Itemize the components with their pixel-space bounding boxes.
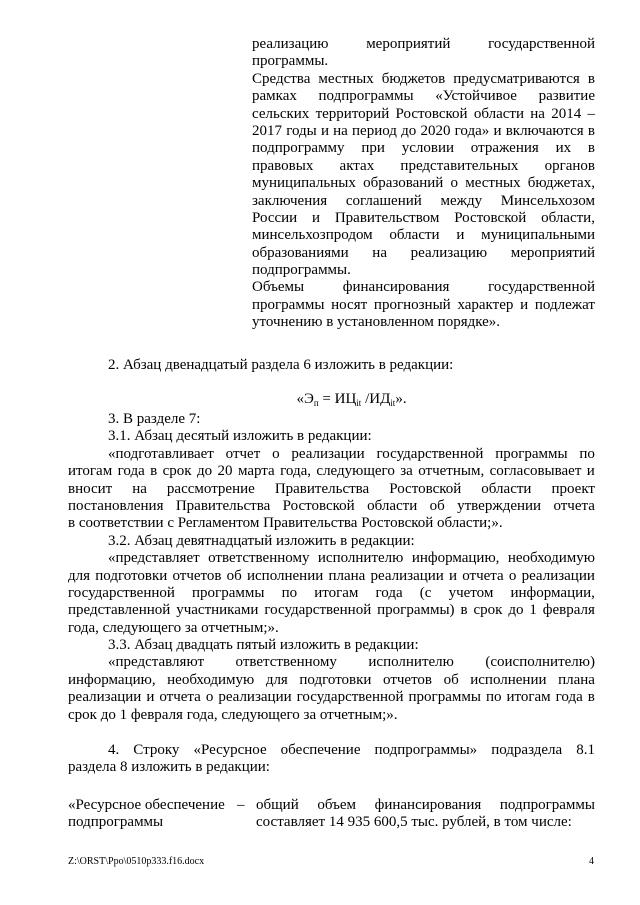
word: муниципальных (252, 175, 356, 192)
text-line: раздела 8 изложить в редакции: (68, 759, 270, 776)
text-line (68, 585, 595, 602)
word: характер (457, 296, 514, 313)
word: реализации (291, 445, 365, 462)
word: 20 (217, 463, 233, 480)
word: области (473, 105, 524, 122)
word: 2020 (420, 122, 451, 139)
word: года» (454, 122, 490, 139)
word: об (429, 497, 445, 514)
word: «подготавливает (108, 445, 214, 462)
text-line (252, 279, 595, 296)
word: заключения (252, 192, 328, 209)
word: о (450, 175, 459, 192)
word: исполнении (247, 567, 324, 584)
word: программы (408, 689, 481, 706)
word: государственной (68, 584, 175, 601)
amendment-item-2-heading: 2. Абзац двенадцатый раздела 6 изложить в редакции: (108, 357, 454, 373)
text-line (252, 158, 595, 175)
word: подпрограммы (318, 88, 414, 105)
word: 2017 (252, 122, 282, 139)
word: плана (328, 567, 366, 584)
amendment-subitem-3-2 (68, 533, 595, 637)
subitem-heading: 3.1. Абзац десятый изложить в редакции: (108, 428, 372, 445)
word: Объемы (252, 279, 305, 296)
word: рассмотрение (166, 480, 255, 497)
formula-part: ». (395, 391, 407, 407)
word: минсельхозпродом (252, 227, 373, 244)
word: развитие (538, 88, 595, 105)
word: об (226, 567, 242, 584)
word: представительных (400, 157, 519, 174)
word: и (586, 463, 595, 480)
amendment-item-3 (68, 411, 595, 724)
text-line (252, 297, 595, 314)
word: программы (252, 296, 325, 313)
text-line (68, 446, 595, 463)
word: образований (363, 175, 444, 192)
word: актах (339, 157, 375, 174)
word: года (117, 463, 145, 480)
word: «Ресурсное (193, 742, 267, 758)
text-line: срок до 1 февраля года, следующего за отчетным;». (68, 706, 398, 723)
word: включаются (505, 122, 584, 139)
word: отчет (225, 445, 261, 462)
amendment-item-3-heading: 3. В разделе 7: (108, 411, 201, 427)
word: условии (401, 140, 454, 157)
text-line (256, 797, 595, 814)
subitem-heading: 3.2. Абзац девятнадцатый изложить в редакции: (108, 532, 415, 549)
word: реализацию (252, 36, 329, 52)
word: бюджетах, (527, 175, 595, 192)
word: в (460, 602, 468, 619)
text-line (68, 463, 595, 480)
word: подраздела (491, 742, 563, 758)
text-line: подпрограммы. (252, 262, 351, 279)
word: финансирования (342, 279, 450, 296)
text-line (252, 71, 595, 88)
word: программы (495, 445, 568, 462)
word: постановления (68, 497, 164, 514)
word: области (389, 227, 440, 244)
word: реализации (68, 689, 142, 706)
word: плана (558, 671, 595, 688)
text-line (68, 689, 595, 706)
text-line (252, 106, 595, 123)
word: Минсельхозом (500, 192, 595, 209)
word: государственной (264, 602, 372, 619)
word: Ростовской (454, 209, 527, 226)
word: в (587, 70, 595, 87)
word: (соисполнителю) (485, 654, 595, 671)
word: Ростовской (395, 105, 468, 122)
text-line (252, 36, 595, 53)
word: и (493, 122, 502, 139)
word: исполнении (470, 671, 547, 688)
text-line: программы. (252, 53, 329, 70)
word: по (485, 689, 502, 706)
word: года (555, 689, 583, 706)
word: до (197, 463, 213, 480)
word: о (272, 445, 280, 462)
word: учетом (448, 584, 494, 601)
word: реализации (521, 567, 595, 584)
word: по (579, 445, 595, 462)
word: годы (286, 122, 317, 139)
word: местных (318, 70, 374, 87)
word: 8.1 (576, 742, 595, 758)
page-number: 4 (589, 856, 594, 867)
amendment-subitem-3-1 (68, 428, 595, 532)
text-line: уточнению в установленном порядке». (252, 314, 501, 331)
word: подлежат (534, 296, 595, 313)
word: Правительства (274, 480, 370, 497)
word: и (449, 567, 458, 584)
word: отчета (462, 567, 504, 584)
word: 1 (529, 602, 537, 619)
word: области (367, 497, 418, 514)
word: исполнителю (317, 550, 404, 567)
word: согласовывает (489, 463, 582, 480)
word: Средства (252, 70, 311, 87)
word: рамках (252, 88, 297, 105)
word: «Устойчивое (435, 88, 517, 105)
word: местных (465, 175, 521, 192)
word: государственной (488, 279, 595, 296)
word: до (401, 122, 417, 139)
formula-subscript: п (313, 398, 319, 408)
word: информацию, (411, 550, 500, 567)
word: программы) (377, 602, 455, 619)
word: объем (317, 797, 357, 813)
word: и (320, 122, 329, 139)
text-line (252, 140, 595, 157)
word: Правительства (175, 497, 271, 514)
word: утверждении (457, 497, 542, 514)
word: участниками (176, 602, 259, 619)
word: представленной (68, 602, 171, 619)
word: подготовки (95, 567, 168, 584)
word: отчетов (383, 671, 433, 688)
word: для (265, 671, 288, 688)
word: сельских (252, 105, 310, 122)
word: февраля (542, 602, 595, 619)
text-line (68, 654, 595, 671)
word: информации, (510, 584, 595, 601)
word: на (372, 244, 387, 261)
amendment-item-4 (68, 742, 595, 777)
word: для (68, 567, 91, 584)
word: прогнозный (373, 296, 451, 313)
text-line: в соответствии с Регламентом Правительства Ростовской области;». (68, 515, 503, 532)
formula-part: «Э (296, 391, 314, 407)
formula-subscript: it (390, 398, 396, 408)
word: итогам (314, 584, 359, 601)
word: года, (280, 463, 311, 480)
word: итогам (506, 689, 551, 706)
word: срок (473, 602, 503, 619)
word: период (352, 122, 397, 139)
word: подпрограммы» (374, 742, 478, 758)
word: мероприятий (366, 36, 451, 52)
word: соглашений (345, 192, 422, 209)
word: 2014 (551, 105, 582, 122)
quoted-text-continuation (252, 36, 595, 332)
text-line: «Ресурсное обеспечение (68, 797, 225, 813)
word: и (520, 296, 529, 313)
word: отчета (159, 689, 201, 706)
word: подпрограмму (252, 140, 345, 157)
word: территорий (315, 105, 390, 122)
word: государственной (376, 445, 484, 462)
word: финансирования (374, 797, 482, 813)
resource-value (256, 797, 595, 832)
word: информацию, (68, 671, 156, 688)
word: при (361, 140, 385, 157)
text-line (68, 672, 595, 689)
word: в (150, 463, 158, 480)
word: между (440, 192, 483, 209)
amendment-item-2 (68, 357, 595, 374)
word: муниципальными (481, 227, 595, 244)
text-line (68, 568, 595, 585)
formula-part: = ИЦ (318, 391, 357, 407)
text-line (252, 123, 595, 140)
text-line (68, 742, 595, 759)
word: государственной (488, 36, 595, 52)
word: – (587, 105, 595, 122)
word: бюджетов (381, 70, 446, 87)
word: правовых (252, 157, 314, 174)
text-line (252, 245, 595, 262)
word: реализацию (410, 244, 488, 261)
text-line (68, 481, 595, 498)
word: Строку (133, 742, 180, 758)
word: исполнителю (368, 654, 454, 671)
word: за (400, 463, 413, 480)
resource-dash (237, 797, 251, 814)
word: о (205, 689, 214, 706)
word: (с (419, 584, 432, 601)
text-line (252, 175, 595, 192)
word: носят (331, 296, 368, 313)
text-line (252, 193, 595, 210)
word: подготовки (299, 671, 372, 688)
word: ответственному (208, 550, 310, 567)
word: Ростовской (282, 497, 355, 514)
word: области, (541, 209, 595, 226)
word: ответственному (235, 654, 337, 671)
word: следующего (316, 463, 395, 480)
word: общий (256, 797, 299, 813)
word: по (281, 584, 298, 601)
word: «представляют (108, 654, 205, 671)
text-line (68, 602, 595, 619)
word: на (530, 105, 545, 122)
word: в (587, 140, 595, 157)
word: отчета (553, 497, 595, 514)
word: на (132, 480, 147, 497)
word: необходимую (507, 550, 595, 567)
word: отчетов (172, 567, 222, 584)
text-line (68, 498, 595, 515)
word: необходимую (167, 671, 255, 688)
word: программы (192, 584, 265, 601)
word: Ростовской (389, 480, 462, 497)
word: мероприятий (510, 244, 595, 261)
word: отражения (470, 140, 539, 157)
word: России (252, 209, 298, 226)
word: итогам (68, 463, 113, 480)
word: их (555, 140, 572, 157)
formula-subscript: it (356, 398, 362, 408)
word: предусматриваются (453, 70, 580, 87)
word: реализации (370, 567, 444, 584)
text-line (68, 550, 595, 567)
text-line (252, 227, 595, 244)
resource-label (68, 797, 233, 832)
word: о (508, 567, 517, 584)
word: области (481, 480, 532, 497)
amendment-subitem-3-3 (68, 637, 595, 724)
word: и (312, 209, 321, 226)
word: и (456, 227, 465, 244)
subitem-heading: 3.3. Абзац двадцать пятый изложить в редакции: (108, 637, 419, 654)
text-line (252, 88, 595, 105)
text-line: года, следующего за отчетным;». (68, 619, 279, 636)
word: на (333, 122, 348, 139)
word: подпрограммы (499, 797, 595, 813)
word: срок (162, 463, 192, 480)
word: марта (237, 463, 275, 480)
word: и (146, 689, 155, 706)
word: об (443, 671, 459, 688)
word: проект (551, 480, 595, 497)
dash: – (237, 797, 245, 813)
word: «представляет (108, 550, 200, 567)
text-line: составляет 14 935 600,5 тыс. рублей, в том числе: (256, 814, 572, 831)
text-line: подпрограммы (68, 814, 164, 831)
word: года (375, 584, 403, 601)
text-line (252, 210, 595, 227)
word: органов (544, 157, 595, 174)
word: отчетным, (418, 463, 485, 480)
word: 4. (108, 742, 120, 758)
word: до (508, 602, 524, 619)
word: обеспечение (280, 742, 361, 758)
word: в (587, 689, 595, 706)
word: Правительством (334, 209, 440, 226)
footer-file-path: Z:\ORST\Ppo\0510p333.f16.docx (68, 856, 205, 867)
word: в (587, 122, 595, 139)
formula (108, 391, 595, 408)
word: реализации (218, 689, 292, 706)
word: вносит (68, 480, 113, 497)
formula-part: /ИД (361, 391, 391, 407)
word: образованиями (252, 244, 349, 261)
word: государственной (296, 689, 404, 706)
